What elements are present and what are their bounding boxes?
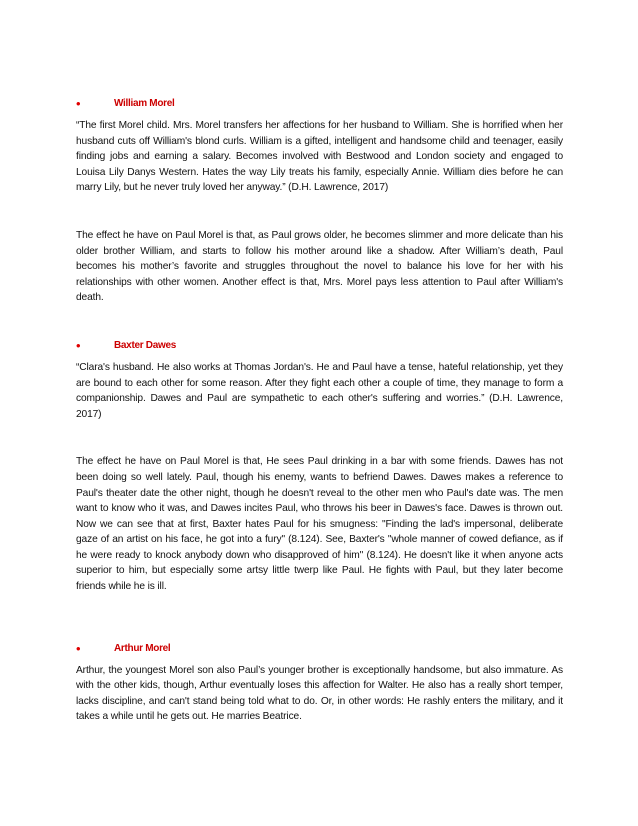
document-page [76, 96, 563, 725]
heading-title: William Morel [114, 98, 175, 109]
quote-paragraph-baxter: “Clara's husband. He also works at Thomas Jordan's. He and Paul have a tense, hateful relationship, yet they are bound to each other for some reason. After they fight each other a couple of time, they manage to form a companionship. Dawes and Paul are sympathetic to each other's suffering and worries.” (D.H. Lawrence, 2017) [76, 361, 563, 420]
heading-baxter-dawes [76, 338, 563, 354]
bullet-icon: • [76, 337, 81, 353]
quote-paragraph-william: “The first Morel child. Mrs. Morel transfers her affections for her husband to William. She is horrified when her husband cuts off William's blond curls. William is a gifted, intelligent and handsome child and teenager, easily finding jobs and earning a salary. Becomes involved with Bestwood and London society and engaged to Louisa Lily Danys Western. Hates the way Lily treats his family, especially Annie. William dies before he can marry Lily, but he never truly loved her anyway.” (D.H. Lawrence, 2017) [76, 120, 563, 194]
heading-arthur-morel [76, 641, 563, 657]
bullet-icon: • [76, 96, 81, 111]
heading-title: Arthur Morel [114, 642, 171, 654]
effect-paragraph-baxter: The effect he have on Paul Morel is that, He sees Paul drinking in a bar with some friends. Dawes has not been doing so well lately. Paul, though his enemy, wants to befriend Dawes. Dawes makes a reference to Paul's theater date the other night, though he doesn't reveal to the other men who Paul's date was. The men want to know who it was, and Dawes incites Paul, who throws his beer in Dawes's face. Dawes is thrown out. Now we can see that at first, Baxter hates Paul for his smugness: "Finding the lad's impersonal, deliberate gaze of an artist on his face, he got into a fury" (8.124). See, Baxter's "whole manner of cowed defiance, as if he were ready to knock anybody down who disapproved of him" (8.124). He doesn't like it when anyone acts superior to him, but especially some artsy little twerp like Paul. He fights with Paul, but they later become friends while he is ill. [76, 456, 563, 593]
heading-title: Baxter Dawes [114, 339, 176, 351]
bullet-icon: • [76, 640, 81, 656]
quote-paragraph-arthur: Arthur, the youngest Morel son also Paul’s younger brother is exceptionally handsome, but also immature. As with the other kids, though, Arthur eventually loses this affection for Walter. He also has a really short temper, lacks discipline, and can't stand being told what to do. Or, in other words: He rashly enters the military, and it takes a while until he gets out. He marries Beatrice. [76, 664, 563, 723]
effect-paragraph-william: The effect he have on Paul Morel is that, as Paul grows older, he becomes slimmer and more delicate than his older brother William, and starts to follow his mother around like a shadow. After William’s death, Paul becomes his mother’s favorite and struggles throughout the novel to balance his love for her with his relationships with other women. Another effect is that, Mrs. Morel pays less attention to Paul after William's death. [76, 229, 563, 304]
heading-william-morel [76, 96, 563, 112]
